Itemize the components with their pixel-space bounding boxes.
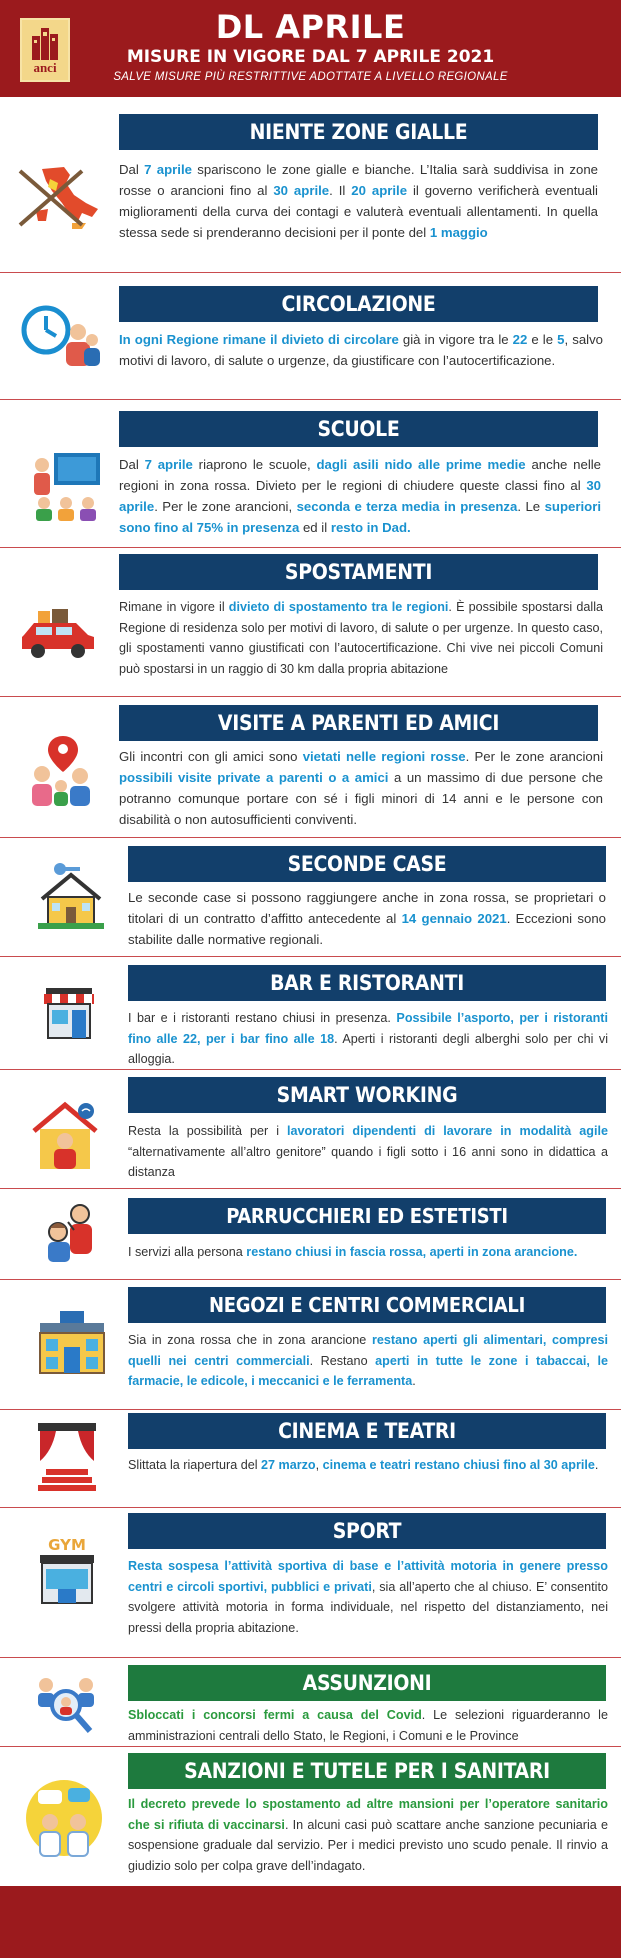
section-title: BAR E RISTORANTI (128, 965, 606, 1001)
section-spostamenti (0, 549, 621, 697)
section-text: Il decreto prevede lo spostamento ad altre mansioni per l’operatore sanitario che si rifiuta di vaccinarsi. In alcuni casi può scattare anche sanzione pecuniaria e sospensione graduale dal servizio. Per i medici previsto uno scudo penale. Il rinvio a giudizio solo per colpa grave dell’indagato. (128, 1797, 608, 1873)
section-sanzioni (0, 1748, 621, 1886)
section-text: Dal 7 aprile spariscono le zone gialle e bianche. L’Italia sarà suddivisa in zone rosse o arancioni fino al 30 aprile. Il 20 aprile il governo verificherà eventuali miglioramenti della curva dei contagi e valuterà eventuali allentamenti. In quella stessa sede si prenderanno decisioni per il ponte del 1 maggio (119, 162, 598, 240)
gym-building-icon (36, 1537, 98, 1607)
section-text: Resta sospesa l’attività sportiva di base e l’attività motoria in genere presso centri e circoli sportivi, pubblici e privati, sia all’aperto che al chiuso. E’ consentito svolgere attività motoria in forma individuale, nel rispetto del distanziamento, nei pressi della propria abitazione. (128, 1559, 608, 1635)
section-text: Le seconde case si possono raggiungere anche in zona rossa, se proprietari o titolari di un contratto d’affitto antecedente al 14 gennaio 2021. Eccezioni sono stabilite dalle normative regionali. (128, 890, 606, 947)
section-assunzioni (0, 1659, 621, 1747)
section-visite (0, 698, 621, 838)
classroom-icon (26, 449, 106, 523)
section-title: SPORT (128, 1513, 606, 1549)
logo-text: anci (33, 60, 57, 75)
doctors-chat-icon (24, 1778, 104, 1860)
section-title: SCUOLE (119, 411, 598, 447)
section-text: Rimane in vigore il divieto di spostamento tra le regioni. È possibile spostarsi dalla Regione di residenza solo per motivi di lavoro, di salute o per urgenze. In questo caso, gli spostamenti vanno giustificati con l’autocertificazione. Chi vive nei piccoli Comuni può spostarsi in un raggio di 30 km dalla propria abitazione (119, 600, 604, 676)
section-text: In ogni Regione rimane il divieto di circolare già in vigore tra le 22 e le 5, salvo motivi di lavoro, di salute o urgenze, da giustificare con l’autocertificazione. (119, 332, 604, 368)
town-tower-icon (30, 26, 60, 60)
section-zone (0, 97, 621, 273)
section-text: Sia in zona rossa che in zona arancione restano aperti gli alimentari, compresi quelli nei centri commerciali. Restano aperti in tutte le zone i tabaccai, le farmacie, le edicole, i meccanici e le ferramenta. (128, 1333, 608, 1388)
gym-label: GYM (48, 1536, 86, 1554)
italy-map-crossed-icon (12, 161, 110, 231)
section-title: SECONDE CASE (128, 846, 606, 882)
section-text: I bar e i ristoranti restano chiusi in presenza. Possibile l’asporto, per i ristoranti fino alle 22, per i bar fino alle 18. Aperti i ristoranti degli alberghi solo per chi vi alloggia. (128, 1011, 609, 1066)
footer-band (0, 1886, 621, 1958)
anci-logo (20, 18, 70, 82)
theater-stage-icon (36, 1421, 98, 1491)
home-worker-wifi-icon (30, 1097, 100, 1171)
page-note: SALVE MISURE PIÙ RESTRITTIVE ADOTTATE A LIVELLO REGIONALE (113, 71, 508, 83)
clock-people-icon (20, 302, 102, 370)
section-cinema (0, 1411, 621, 1508)
section-negozi (0, 1281, 621, 1410)
section-text: Dal 7 aprile riaprono le scuole, dagli asili nido alle prime medie anche nelle regioni in zona rossa. Divieto per le regioni di chiudere queste classi fino al 30 aprile. Per le zone arancioni, seconda e terza media in presenza. Le superiori sono fino al 75% in presenza ed il resto in Dad. (119, 457, 602, 535)
car-luggage-icon (18, 605, 98, 663)
header (0, 0, 621, 97)
section-circolazione (0, 274, 621, 400)
section-text: Sbloccati i concorsi fermi a causa del Covid. Le selezioni riguarderanno le amministrazioni centrali dello Stato, le Regioni, i Comuni e le Province (128, 1708, 608, 1743)
section-scuole (0, 401, 621, 548)
section-bar (0, 958, 621, 1070)
section-title: NIENTE ZONE GIALLE (119, 114, 598, 150)
section-title: SPOSTAMENTI (119, 554, 598, 590)
hairdresser-icon (42, 1202, 100, 1266)
section-title: NEGOZI E CENTRI COMMERCIALI (128, 1287, 606, 1323)
section-text: Gli incontri con gli amici sono vietati nelle regioni rosse. Per le zone arancioni possibili visite private a parenti o a amici a un massimo di due persone che potranno comunque portare con sé i figli minori di 14 anni e le persone con disabilità o non autosufficienti conviventi. (119, 749, 604, 827)
section-title: SMART WORKING (128, 1077, 606, 1113)
section-title: CIRCOLAZIONE (119, 286, 598, 322)
section-title: CINEMA E TEATRI (128, 1413, 606, 1449)
candidate-search-icon (32, 1667, 100, 1739)
section-title: ASSUNZIONI (128, 1665, 606, 1701)
shop-awning-icon (42, 986, 96, 1042)
section-title: VISITE A PARENTI ED AMICI (119, 705, 598, 741)
section-title: SANZIONI E TUTELE PER I SANITARI (128, 1753, 606, 1789)
section-text: I servizi alla persona restano chiusi in fascia rossa, aperti in zona arancione. (128, 1245, 578, 1259)
page-subtitle: MISURE IN VIGORE DAL 7 APRILE 2021 (126, 47, 495, 67)
section-seconde-case (0, 839, 621, 957)
section-text: Slittata la riapertura del 27 marzo, cinema e teatri restano chiusi fino al 30 aprile. (128, 1458, 599, 1472)
shopping-mall-icon (36, 1309, 108, 1377)
section-title: PARRUCCHIERI ED ESTETISTI (128, 1198, 606, 1234)
house-key-icon (38, 859, 104, 931)
page-title: DL APRILE (215, 8, 406, 46)
section-parrucchieri (0, 1190, 621, 1280)
section-sport (0, 1509, 621, 1658)
section-smart (0, 1071, 621, 1189)
family-location-icon (28, 734, 98, 806)
section-text: Resta la possibilità per i lavoratori dipendenti di lavorare in modalità agile “alternativamente all’altro genitore” quando i figli sotto i 16 anni sono in didattica a distanza (128, 1124, 608, 1179)
